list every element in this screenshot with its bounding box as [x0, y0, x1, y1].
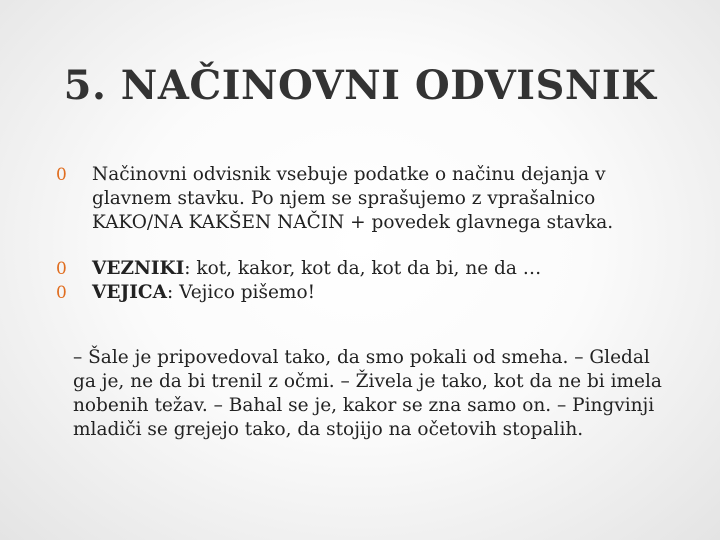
slide-title: 5. NAČINOVNI ODVISNIK: [63, 62, 657, 109]
bullet-marker: 0: [56, 259, 67, 279]
bullet-text: : Vejico pišemo!: [166, 282, 316, 303]
bullet-label-vezniki: VEZNIKI: [92, 258, 185, 279]
bullet-vezniki: [56, 257, 676, 281]
bullet-vejica: [56, 281, 676, 305]
examples-paragraph: – Šale je pripovedoval tako, da smo pokali od smeha. – Gledal ga je, ne da bi trenil z očmi. – Živela je tako, kot da ne bi imela nobenih težav. – Bahal se je, kakor se zna samo on. – Pingvinji mladiči se grejejo tako, da stojijo na očetovih stopalih.: [73, 347, 662, 440]
bullet-label-vejica: VEJICA: [92, 282, 167, 303]
bullet-marker: 0: [56, 283, 67, 303]
bullet-marker: 0: [56, 165, 67, 185]
bullet-list: [56, 163, 676, 305]
bullet-text: Načinovni odvisnik vsebuje podatke o načinu dejanja v glavnem stavku. Po njem se sprašujemo z vprašalnico KAKO/NA KAKŠEN NAČIN + povedek glavnega stavka.: [92, 164, 614, 233]
bullet-definition: [56, 163, 676, 235]
bullet-text: : kot, kakor, kot da, kot da bi, ne da …: [184, 258, 542, 279]
bullet-gap: [56, 235, 676, 257]
